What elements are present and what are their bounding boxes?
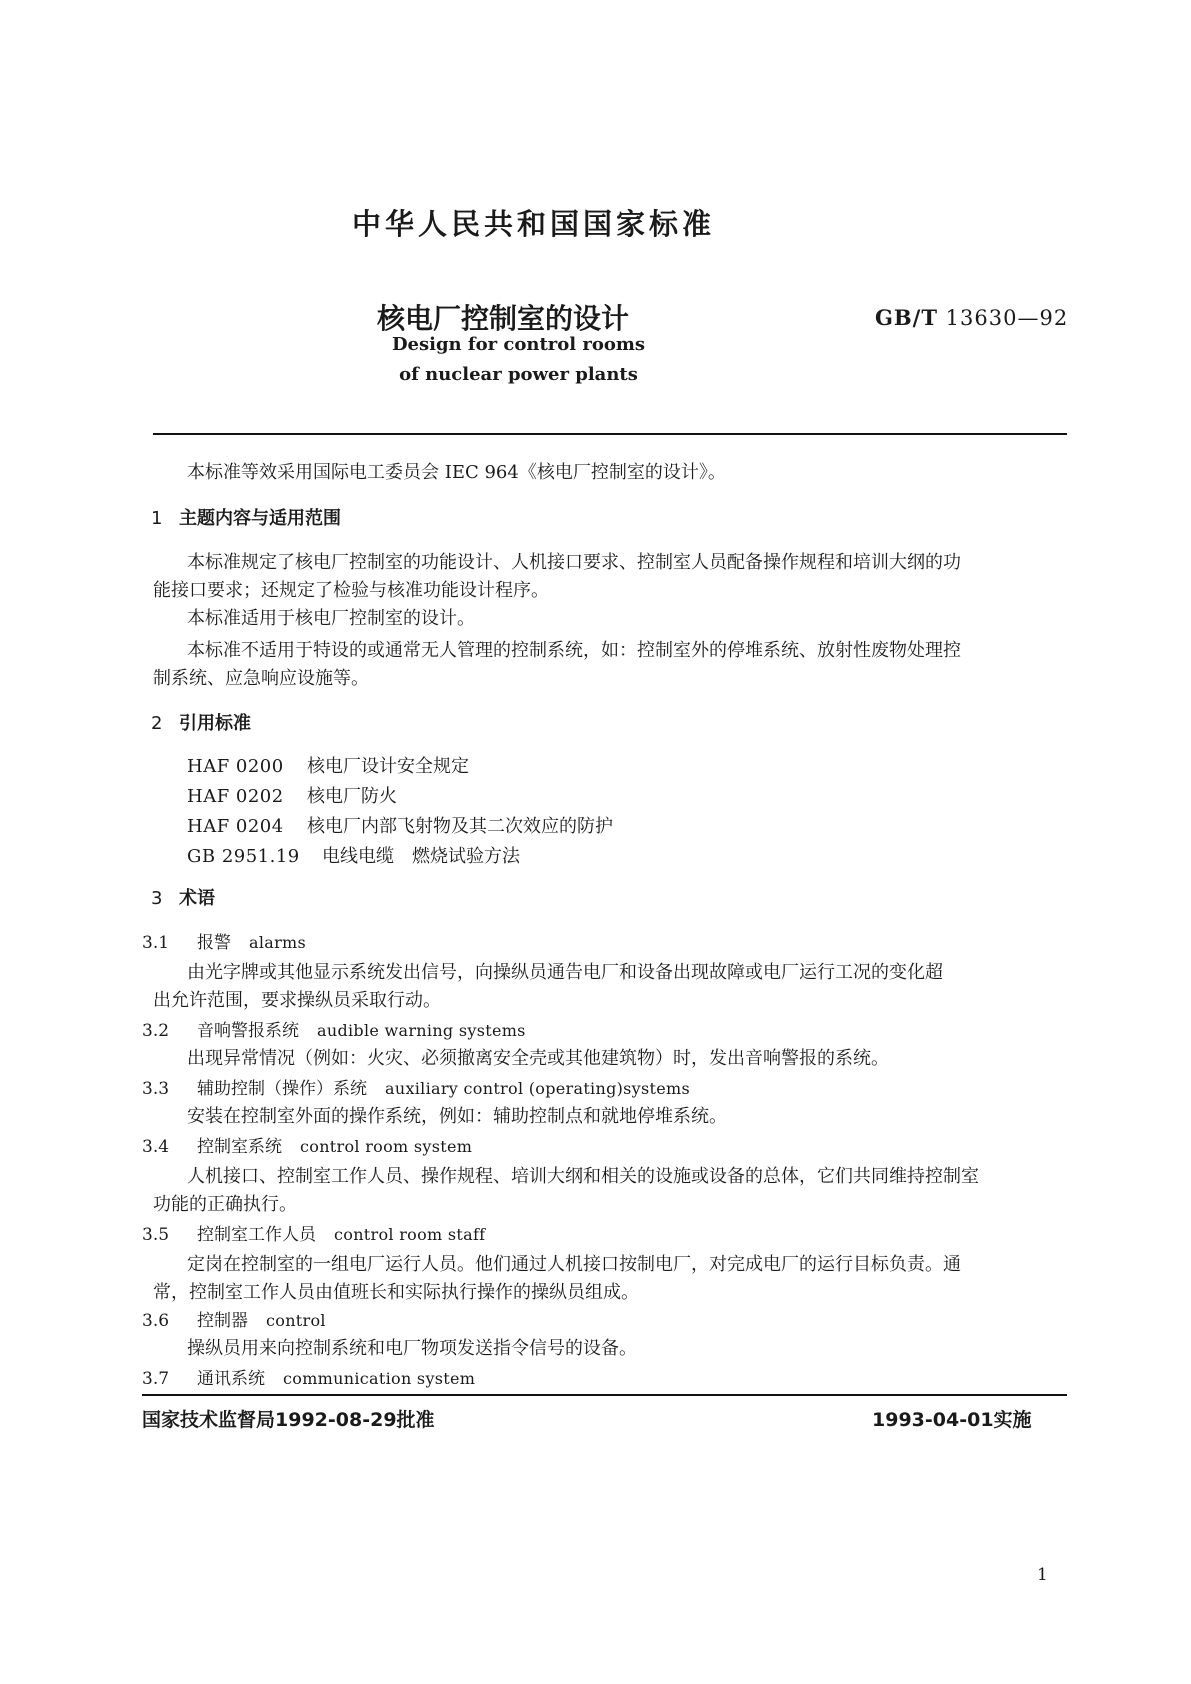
term-number: 3.1 [142, 933, 170, 953]
term-english: audible warning systems [317, 1021, 526, 1040]
term-definition-line: 操纵员用来向控制系统和电厂物项发送指令信号的设备。 [187, 1338, 637, 1359]
term-heading-3-3 [142, 1074, 690, 1099]
term-number: 3.4 [142, 1137, 170, 1157]
reference-title: 核电厂内部飞射物及其二次效应的防护 [307, 816, 613, 837]
term-heading-3-7 [142, 1364, 475, 1389]
document-title-english-line1: Design for control rooms [391, 334, 646, 355]
term-english: auxiliary control (operating)systems [385, 1079, 690, 1098]
intro-paragraph: 本标准等效采用国际电工委员会 IEC 964《核电厂控制室的设计》。 [187, 462, 726, 483]
section1-paragraph1-line1: 本标准规定了核电厂控制室的功能设计、人机接口要求、控制室人员配备操作规程和培训大纲的功 [187, 552, 961, 573]
term-chinese: 辅助控制（操作）系统 [197, 1079, 367, 1099]
term-number: 3.2 [142, 1021, 170, 1041]
section-heading-3 [151, 884, 215, 910]
term-definition-line: 出允许范围，要求操纵员采取行动。 [153, 990, 441, 1011]
term-heading-3-5 [142, 1220, 485, 1245]
section-number: 1 [151, 508, 163, 529]
reference-item [187, 842, 520, 868]
reference-code: HAF 0204 [187, 816, 284, 837]
term-chinese: 控制器 [197, 1311, 248, 1331]
term-english: alarms [249, 933, 307, 952]
term-english: control room staff [334, 1225, 486, 1244]
term-heading-3-4 [142, 1132, 472, 1157]
section-number: 3 [151, 888, 163, 909]
section-title: 术语 [179, 888, 215, 909]
term-definition-line: 常，控制室工作人员由值班长和实际执行操作的操纵员组成。 [153, 1282, 639, 1303]
page-number: 1 [1037, 1565, 1048, 1585]
term-chinese: 通讯系统 [197, 1369, 265, 1389]
term-english: communication system [283, 1369, 476, 1388]
term-chinese: 报警 [197, 933, 231, 953]
section-title: 引用标准 [179, 713, 251, 734]
national-standard-heading: 中华人民共和国国家标准 [351, 207, 715, 241]
section-number: 2 [151, 713, 163, 734]
section-heading-2 [151, 709, 251, 735]
standard-number [875, 305, 1068, 330]
document-title-english-line2: of nuclear power plants [399, 364, 638, 385]
term-number: 3.6 [142, 1311, 170, 1331]
section1-paragraph3-line1: 本标准不适用于特设的或通常无人管理的控制系统，如：控制室外的停堆系统、放射性废物处理控 [187, 640, 961, 661]
reference-item [187, 782, 397, 808]
reference-code: HAF 0202 [187, 786, 284, 807]
term-definition-line: 定岗在控制室的一组电厂运行人员。他们通过人机接口按制电厂，对完成电厂的运行目标负责。通 [187, 1254, 961, 1275]
term-english: control [266, 1311, 326, 1330]
term-definition-line: 人机接口、控制室工作人员、操作规程、培训大纲和相关的设施或设备的总体，它们共同维持控制室 [187, 1166, 979, 1187]
standard-code: 13630—92 [945, 306, 1069, 330]
term-number: 3.3 [142, 1079, 170, 1099]
term-definition-line: 出现异常情况（例如：火灾、必须撤离安全壳或其他建筑物）时，发出音响警报的系统。 [187, 1048, 889, 1069]
term-english: control room system [300, 1137, 473, 1156]
approval-line: 国家技术监督局1992-08-29批准 [142, 1409, 435, 1431]
section-title: 主题内容与适用范围 [179, 508, 341, 529]
document-title-chinese: 核电厂控制室的设计 [377, 302, 630, 335]
term-definition-line: 功能的正确执行。 [153, 1194, 297, 1215]
section1-paragraph2: 本标准适用于核电厂控制室的设计。 [187, 608, 475, 629]
term-chinese: 控制室系统 [197, 1137, 282, 1157]
standard-prefix: GB/T [875, 305, 938, 330]
term-chinese: 控制室工作人员 [197, 1225, 316, 1245]
term-heading-3-6 [142, 1306, 326, 1331]
section1-paragraph3-line2: 制系统、应急响应设施等。 [153, 668, 369, 689]
reference-item [187, 812, 613, 838]
term-definition-line: 由光字牌或其他显示系统发出信号，向操纵员通告电厂和设备出现故障或电厂运行工况的变化超 [187, 962, 943, 983]
term-number: 3.7 [142, 1369, 170, 1389]
reference-code: HAF 0200 [187, 756, 284, 777]
effective-date: 1993-04-01实施 [872, 1409, 1032, 1431]
term-heading-3-1 [142, 928, 306, 953]
section-heading-1 [151, 504, 341, 530]
term-heading-3-2 [142, 1016, 526, 1041]
reference-title: 核电厂设计安全规定 [307, 756, 469, 777]
section1-paragraph1-line2: 能接口要求；还规定了检验与核准功能设计程序。 [153, 580, 549, 601]
reference-title: 电线电缆 燃烧试验方法 [322, 846, 520, 867]
reference-code: GB 2951.19 [187, 846, 300, 867]
reference-title: 核电厂防火 [307, 786, 397, 807]
reference-item [187, 752, 469, 778]
term-chinese: 音响警报系统 [197, 1021, 299, 1041]
footer-divider [142, 1394, 1067, 1396]
header-divider [153, 433, 1067, 435]
term-definition-line: 安装在控制室外面的操作系统，例如：辅助控制点和就地停堆系统。 [187, 1106, 727, 1127]
term-number: 3.5 [142, 1225, 170, 1245]
